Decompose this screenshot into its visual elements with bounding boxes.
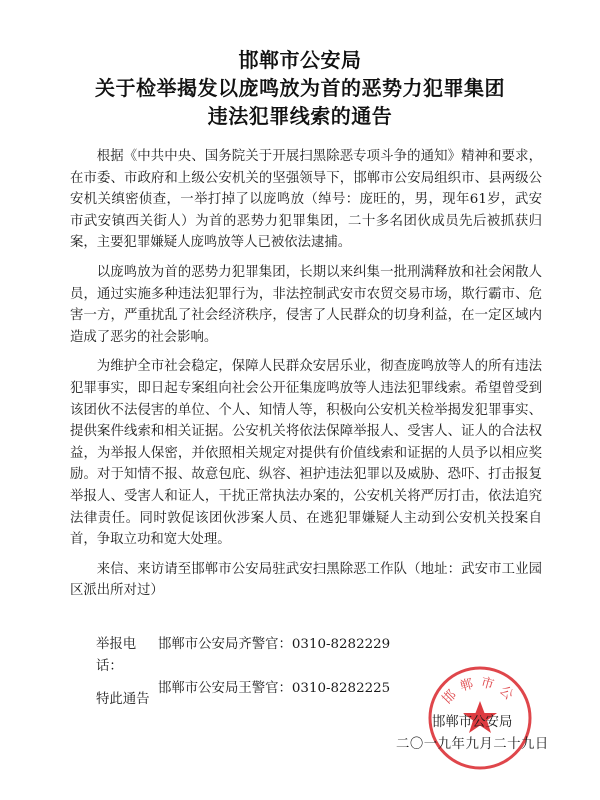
seal-text: 邯郸市公 bbox=[439, 675, 521, 708]
signature-date: 二〇一九年九月二十九日 bbox=[396, 737, 549, 752]
title-line-3: 违法犯罪线索的通告 bbox=[207, 104, 393, 128]
notice-title bbox=[0, 46, 600, 130]
paragraph-1: 根据《中共中央、国务院关于开展扫黑除恶专项斗争的通知》精神和要求，在市委、市政府和上级公安机关的坚强领导下，邯郸市公安局组织市、县两级公安机关缜密侦查，一举打掉了以庞鸣放（绰号：庞旺的，男，现年61岁，武安市武安镇西关街人）为首的恶势力犯罪集团，二十多名团伙成员先后被抓获归案，主要犯罪嫌疑人庞鸣放等人已被依法逮捕。 bbox=[70, 149, 542, 251]
contact-line-1: 邯郸市公安局齐警官：0310-8282229 bbox=[158, 637, 391, 652]
paragraph-2: 以庞鸣放为首的恶势力犯罪集团，长期以来纠集一批刑满释放和社会闲散人员，通过实施多种违法犯罪行为，非法控制武安市农贸交易市场，欺行霸市、危害一方，严重扰乱了社会经济秩序，侵害了人民群众的切身利益，在一定区域内造成了恶劣的社会影响。 bbox=[70, 264, 542, 345]
signature-org: 邯郸市公安局 bbox=[432, 715, 513, 730]
notice-body bbox=[70, 146, 542, 610]
contact-label: 举报电话： bbox=[96, 637, 137, 674]
contact-line-2: 邯郸市公安局王警官：0310-8282225 bbox=[158, 681, 391, 696]
title-line-1: 邯郸市公安局 bbox=[238, 48, 362, 72]
paragraph-4: 来信、来访请至邯郸市公安局驻武安扫黑除恶工作队（地址：武安市工业园区派出所对过） bbox=[70, 561, 542, 599]
paragraph-3: 为维护全市社会稳定，保障人民群众安居乐业，彻查庞鸣放等人的所有违法犯罪事实，即日起专案组向社会公开征集庞鸣放等人违法犯罪线索。希望曾受到该团伙不法侵害的单位、个人、知情人等，积极向公安机关检举揭发犯罪事实、提供案件线索和相关证据。公安机关将依法保障举报人、受害人、证人的合法权益，为举报人保密，并依照相关规定对提供有价值线索和证据的人员予以相应奖励。对于知情不报、故意包庇、纵容、袒护违法犯罪以及威胁、恐吓、打击报复举报人、受害人和证人，干扰正常执法办案的，公安机关将严厉打击，依法追究法律责任。同时敦促该团伙涉案人员、在逃犯罪嫌疑人主动到公安机关投案自首，争取立功和宽大处理。 bbox=[70, 359, 542, 548]
closing-text: 特此通告 bbox=[96, 692, 150, 707]
title-line-2: 关于检举揭发以庞鸣放为首的恶势力犯罪集团 bbox=[95, 76, 505, 100]
